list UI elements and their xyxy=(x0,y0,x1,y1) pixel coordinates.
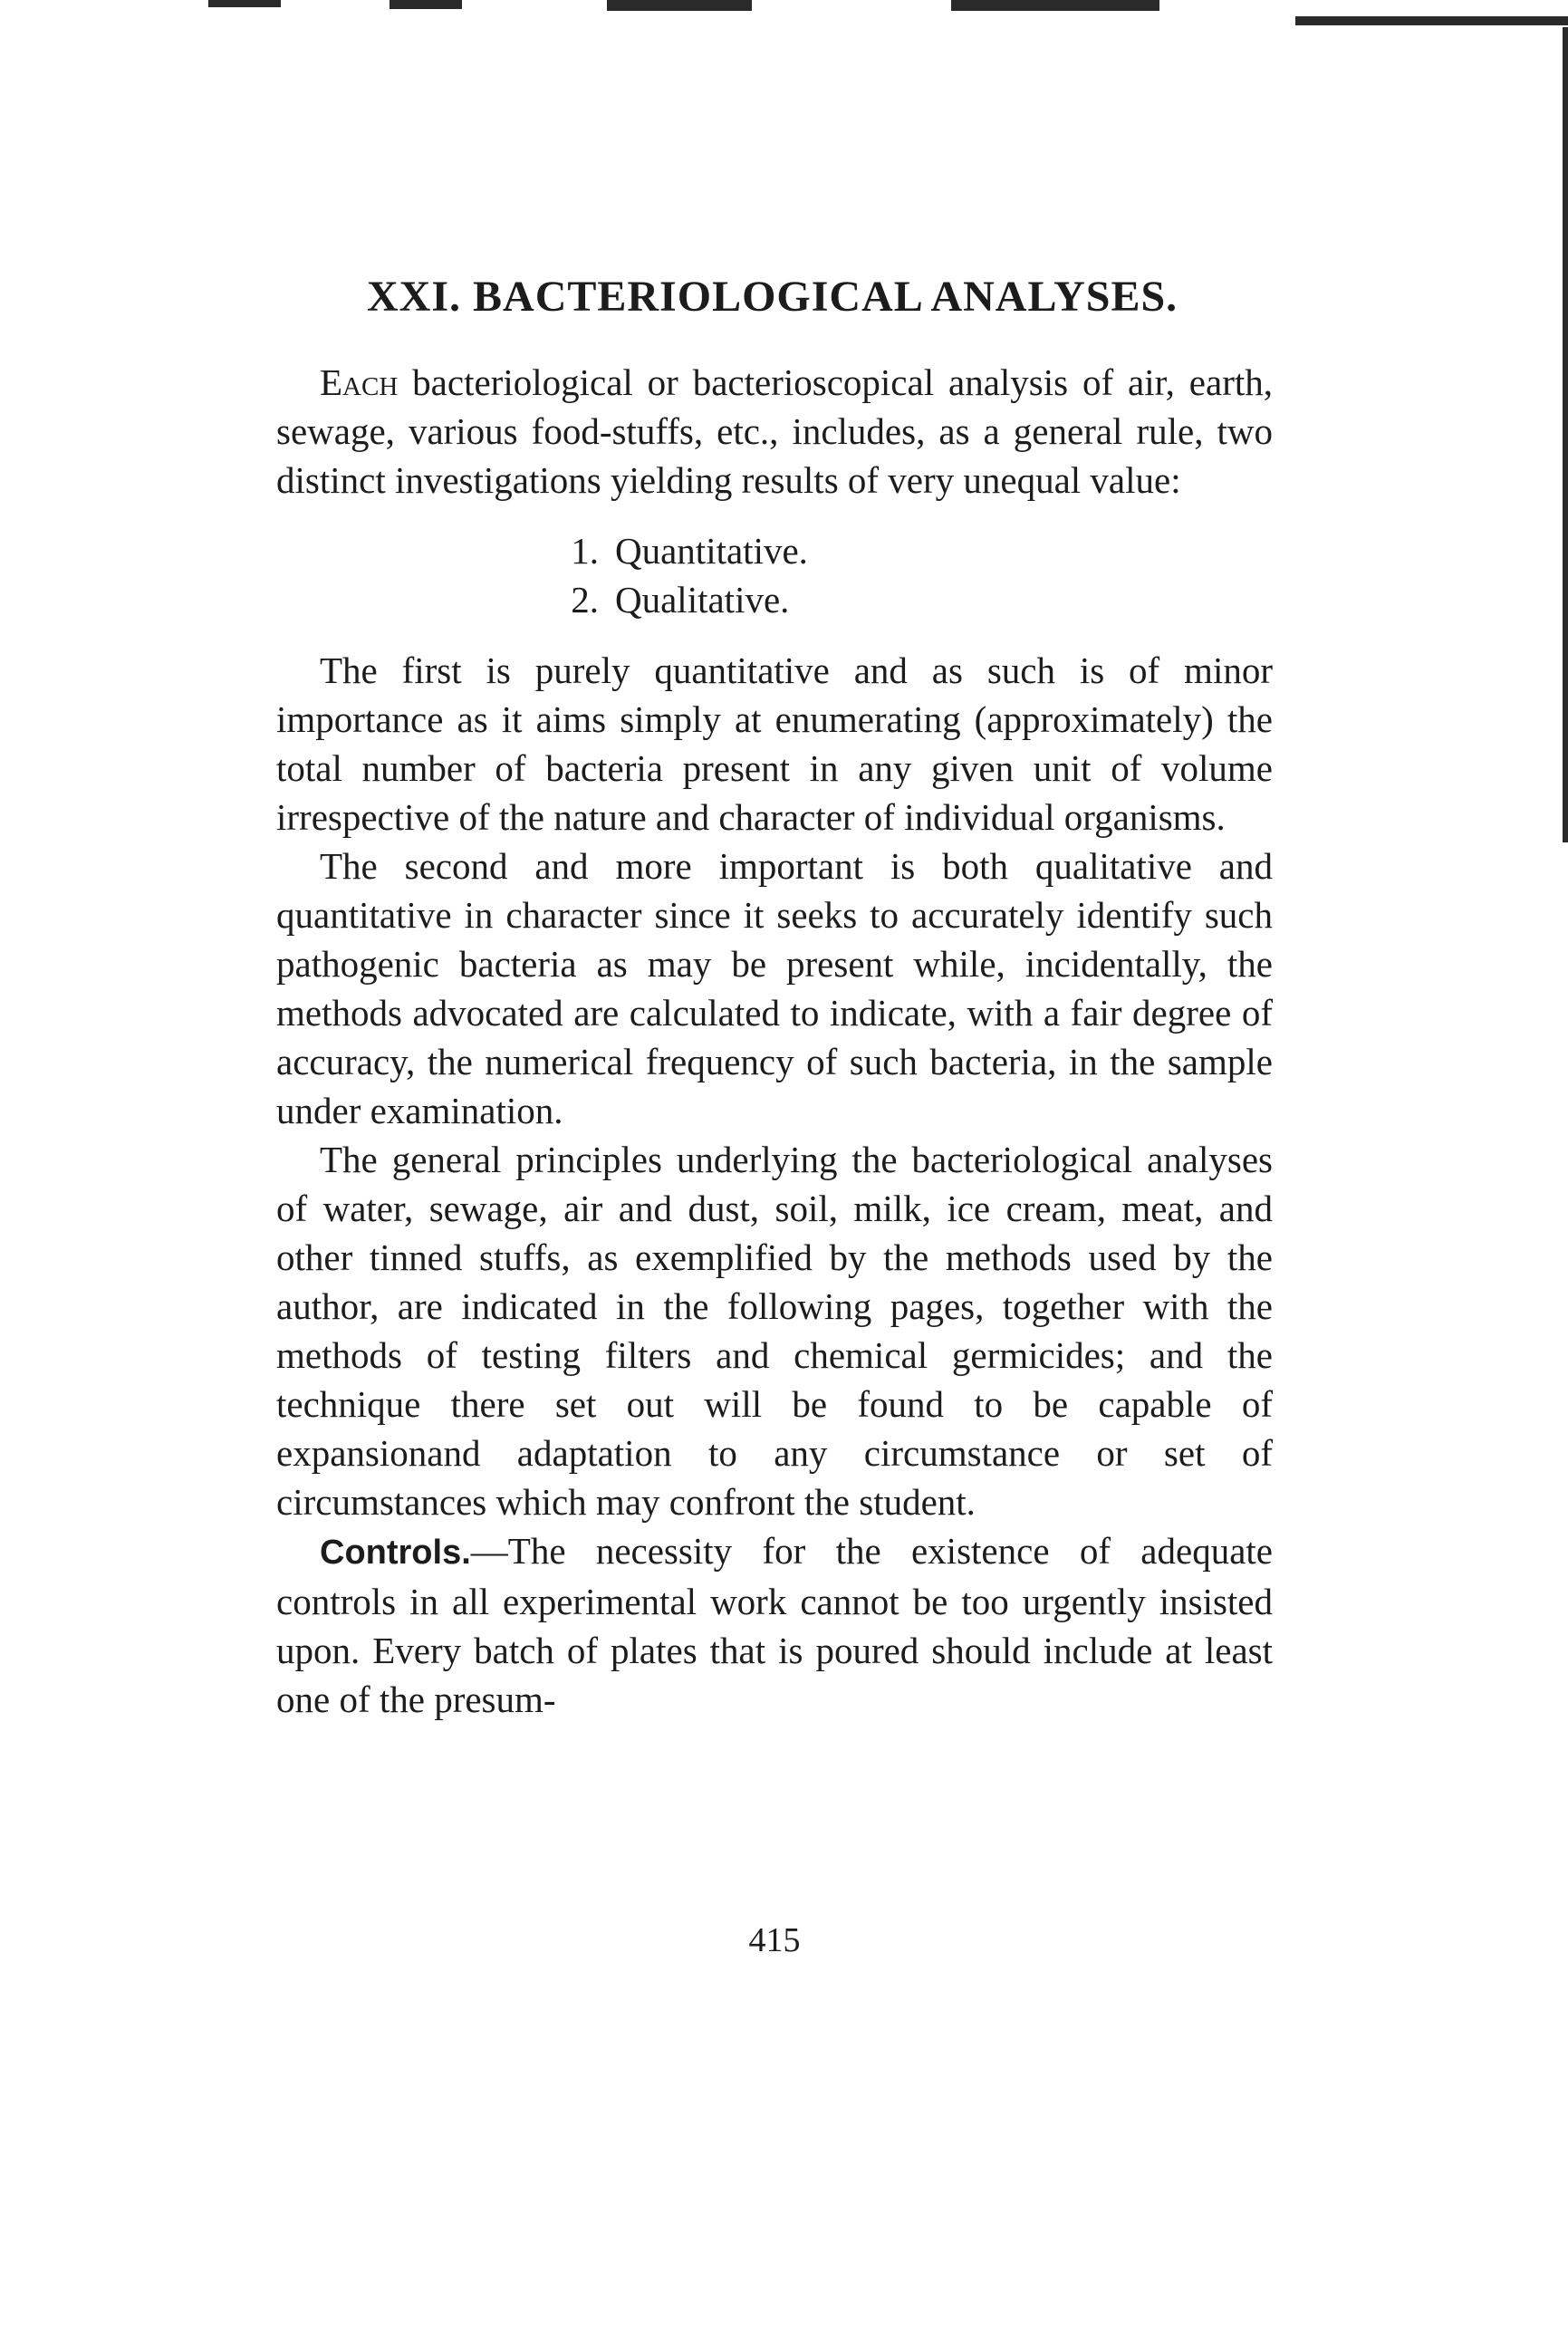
scan-artifact-5 xyxy=(1295,16,1568,25)
controls-text: —The necessity for the existence of adequate controls in all experimental work cannot be too urgently insisted upon. Every batch of plates that is poured should include at least one of the presum- xyxy=(276,1530,1273,1720)
scan-artifact-1 xyxy=(208,0,281,7)
intro-lead-word: Each xyxy=(320,361,399,403)
analysis-type-list xyxy=(566,526,1273,624)
scan-artifact-4 xyxy=(951,0,1159,11)
controls-paragraph xyxy=(276,1526,1273,1724)
page-number: 415 xyxy=(748,1921,801,1959)
list-item-label: Qualitative. xyxy=(615,579,790,620)
list-item xyxy=(566,575,1273,624)
paragraph-second: The second and more important is both qualitative and quantitative in character since it seeks to accurately identify such pathogenic bacteria as may be present while, incidentally, the methods advocated are calculated to indicate, with a fair degree of accuracy, the numerical frequency of such bacteria, in the sample under examination. xyxy=(276,845,1273,1131)
scan-artifact-3 xyxy=(607,0,752,11)
list-item-number: 1. xyxy=(571,530,599,572)
page-content xyxy=(276,272,1273,1959)
controls-heading: Controls. xyxy=(320,1534,471,1572)
paragraph-first: The first is purely quantitative and as such is of minor importance as it aims simply at enumerating (approximately) the total number of bacteria present in any given unit of volume irrespective of the nature and character of individual organisms. xyxy=(276,649,1273,838)
list-item-number: 2. xyxy=(571,579,599,620)
intro-text: bacteriological or bacterioscopical analysis of air, earth, sewage, various food-stuffs, etc., includes, as a general rule, two distinct investigations yielding results of very unequal value: xyxy=(276,361,1273,501)
chapter-title: XXI. BACTERIOLOGICAL ANALYSES. xyxy=(367,273,1178,321)
paragraph-third: The general principles underlying the bacteriological analyses of water, sewage, air and dust, soil, milk, ice cream, meat, and other tinned stuffs, as exemplified by the methods used by the author, are indicated in the following pages, together with the methods of testing filters and chemical germicides; and the technique there set out will be found to be capable of expansionand adaptation to any circumstance or set of circumstances which may confront the student. xyxy=(276,1139,1273,1523)
list-item xyxy=(566,526,1273,575)
scan-artifact-2 xyxy=(390,0,462,9)
page-edge-shadow xyxy=(1563,27,1568,842)
list-item-label: Quantitative. xyxy=(615,530,808,572)
intro-paragraph xyxy=(276,358,1273,505)
